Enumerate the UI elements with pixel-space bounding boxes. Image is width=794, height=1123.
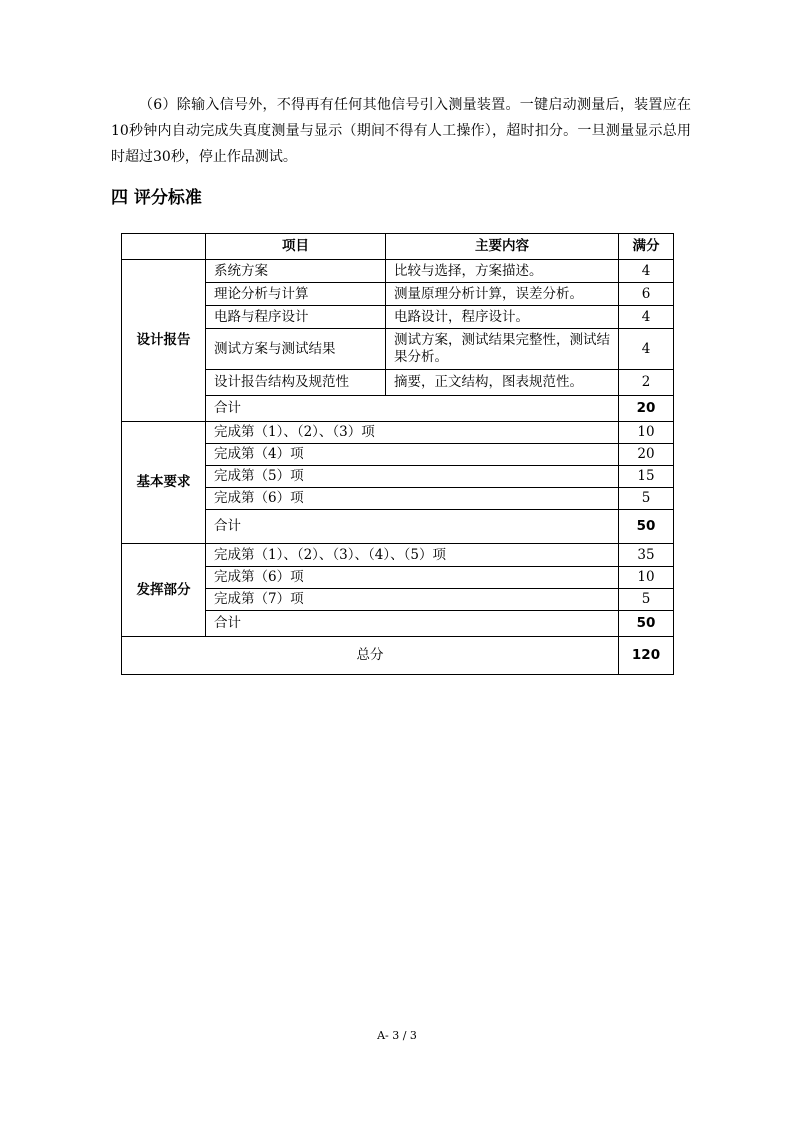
subtotal-label: 合计: [206, 510, 619, 544]
item-cell: 完成第（6）项: [206, 567, 619, 589]
header-cell: 主要内容: [386, 234, 619, 260]
score-cell: 2: [619, 370, 674, 396]
score-cell: 4: [619, 306, 674, 329]
item-cell: 完成第（5）项: [206, 466, 619, 488]
header-cell: [122, 234, 206, 260]
item-cell: 完成第（1）、（2）、（3）项: [206, 422, 619, 444]
scoring-table: [121, 233, 674, 675]
score-cell: 10: [619, 567, 674, 589]
content-cell: 测量原理分析计算，误差分析。: [386, 283, 619, 306]
category-cell: 发挥部分: [122, 544, 206, 637]
item-cell: 测试方案与测试结果: [206, 329, 386, 370]
item-cell: 电路与程序设计: [206, 306, 386, 329]
table-header-row: [122, 234, 674, 260]
subtotal-score: 50: [619, 510, 674, 544]
category-cell: 设计报告: [122, 260, 206, 422]
category-cell: 基本要求: [122, 422, 206, 544]
total-score: 120: [619, 637, 674, 675]
score-cell: 35: [619, 544, 674, 567]
score-cell: 6: [619, 283, 674, 306]
page-footer: A- 3 / 3: [377, 1029, 417, 1042]
paragraph: [111, 92, 691, 170]
item-cell: 完成第（4）项: [206, 444, 619, 466]
subtotal-label: 合计: [206, 396, 619, 422]
total-row: [122, 637, 674, 675]
score-cell: 20: [619, 444, 674, 466]
item-cell: 完成第（1）、（2）、（3）、（4）、（5）项: [206, 544, 619, 567]
item-cell: 设计报告结构及规范性: [206, 370, 386, 396]
subtotal-score: 50: [619, 611, 674, 637]
content-cell: 测试方案，测试结果完整性，测试结果分析。: [386, 329, 619, 370]
table-row: [122, 544, 674, 567]
content-cell: 比较与选择，方案描述。: [386, 260, 619, 283]
subtotal-label: 合计: [206, 611, 619, 637]
header-cell: 项目: [206, 234, 386, 260]
paragraph-text: （6）除输入信号外，不得再有任何其他信号引入测量装置。一键启动测量后，装置应在10秒钟内自动完成失真度测量与显示（期间不得有人工操作），超时扣分。一旦测量显示总用时超过30秒，停止作品测试。: [111, 97, 691, 165]
content-cell: 摘要，正文结构，图表规范性。: [386, 370, 619, 396]
item-cell: 理论分析与计算: [206, 283, 386, 306]
content-cell: 电路设计，程序设计。: [386, 306, 619, 329]
score-cell: 4: [619, 329, 674, 370]
total-label: 总分: [122, 637, 619, 675]
subtotal-score: 20: [619, 396, 674, 422]
header-cell: 满分: [619, 234, 674, 260]
score-cell: 5: [619, 488, 674, 510]
score-cell: 15: [619, 466, 674, 488]
score-cell: 5: [619, 589, 674, 611]
table-row: [122, 422, 674, 444]
table-row: [122, 260, 674, 283]
score-cell: 4: [619, 260, 674, 283]
score-cell: 10: [619, 422, 674, 444]
item-cell: 完成第（6）项: [206, 488, 619, 510]
item-cell: 完成第（7）项: [206, 589, 619, 611]
section-heading: 四 评分标准: [111, 188, 202, 208]
item-cell: 系统方案: [206, 260, 386, 283]
